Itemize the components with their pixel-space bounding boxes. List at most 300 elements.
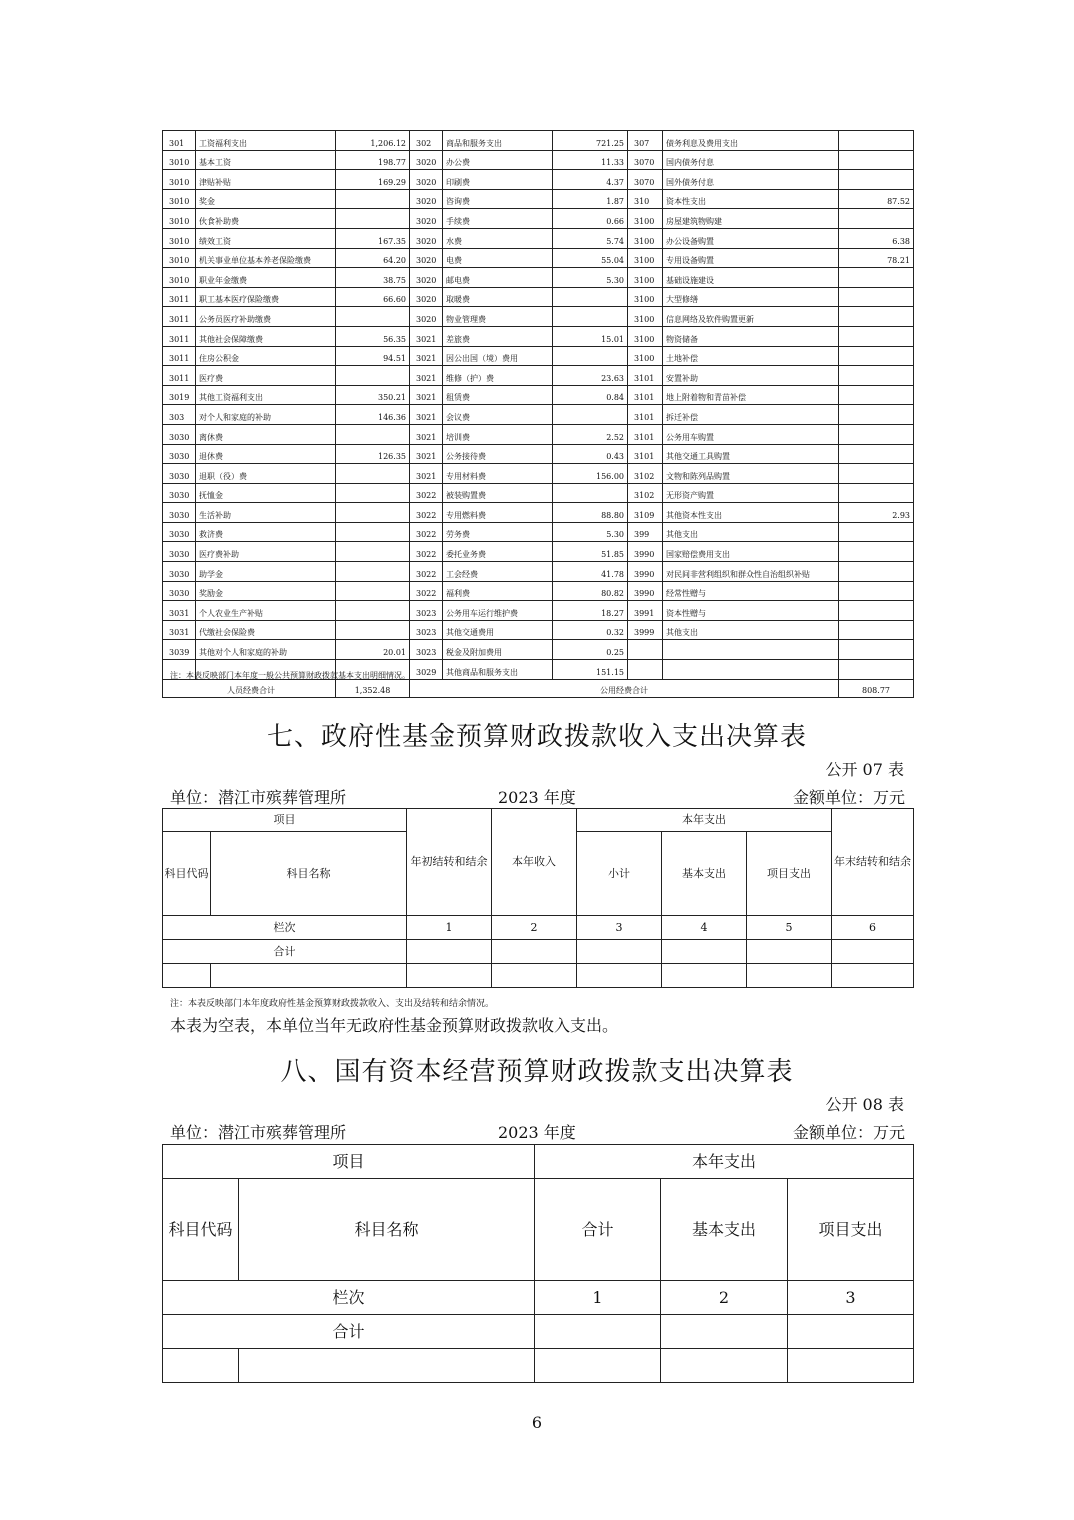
table-cell: 工会经费 [443,562,553,582]
personnel-total-value: 1,352.48 [336,679,410,697]
table-cell: 3011 [163,346,196,366]
table-cell: 3022 [410,503,443,523]
table-cell: 2.52 [553,424,628,444]
table-cell: 助学金 [196,562,336,582]
t8-header-name: 科目名称 [239,1179,535,1281]
table7-amount-unit: 金额单位：万元 [792,788,905,807]
table-cell: 救济费 [196,522,336,542]
table-cell: 5.30 [553,268,628,288]
table-cell: 1,206.12 [336,131,410,151]
table-cell: 3030 [163,424,196,444]
table-row [163,522,914,542]
table-cell: 2.93 [839,503,914,523]
table-cell: 3100 [628,248,663,268]
table-cell: 3010 [163,248,196,268]
table-cell: 其他对个人和家庭的补助 [196,640,336,660]
basic-expenditure-detail-table [162,130,914,698]
t8-header-basic: 基本支出 [661,1179,788,1281]
table-row [163,542,914,562]
table-cell: 3100 [628,287,663,307]
table7-year: 2023 年度 [498,788,576,807]
t8-header-project: 项目支出 [788,1179,914,1281]
table-cell: 3020 [410,150,443,170]
table-cell: 3022 [410,581,443,601]
t7-header-end-balance: 年末结转和结余 [832,809,914,916]
table-cell: 64.20 [336,248,410,268]
table-row [163,189,914,209]
table-cell [839,483,914,503]
table-cell: 地上附着物和青苗补偿 [663,385,839,405]
t7-column-index-label: 栏次 [163,916,407,940]
table-cell [628,660,663,680]
table-cell: 15.01 [553,326,628,346]
table-cell: 3011 [163,366,196,386]
t8-header-item: 项目 [163,1145,535,1179]
t8-col-1: 1 [535,1281,661,1315]
table-cell: 3020 [410,287,443,307]
t7-col-3: 3 [577,916,662,940]
table-cell: 工资福利支出 [196,131,336,151]
table-cell: 3100 [628,268,663,288]
table-cell: 退休费 [196,444,336,464]
table-cell: 因公出国（境）费用 [443,346,553,366]
table-cell: 3070 [628,170,663,190]
table-cell [839,405,914,425]
table-cell: 对个人和家庭的补助 [196,405,336,425]
table-cell: 3019 [163,385,196,405]
table-cell: 721.25 [553,131,628,151]
table-cell: 专用材料费 [443,464,553,484]
table-cell: 0.32 [553,620,628,640]
table-cell [839,424,914,444]
table-cell: 抚恤金 [196,483,336,503]
table-cell: 303 [163,405,196,425]
table-cell: 3020 [410,307,443,327]
table-cell [336,581,410,601]
table-cell: 培训费 [443,424,553,444]
table-cell: 0.25 [553,640,628,660]
table-cell: 3100 [628,346,663,366]
table-cell: 维修（护）费 [443,366,553,386]
table-row [163,150,914,170]
table-cell: 3990 [628,542,663,562]
table-cell: 38.75 [336,268,410,288]
table-cell: 取暖费 [443,287,553,307]
table8-year: 2023 年度 [498,1123,576,1142]
table-cell: 邮电费 [443,268,553,288]
table8-title: 八、国有资本经营预算财政拨款支出决算表 [280,1057,794,1087]
table-row [163,366,914,386]
t7-empty-row [163,964,914,988]
table-cell: 3020 [410,189,443,209]
table-row [163,287,914,307]
table-cell [336,522,410,542]
table-cell: 水费 [443,228,553,248]
table8-form-number: 公开 08 表 [825,1095,904,1114]
table-cell: 55.04 [553,248,628,268]
table-cell: 住房公积金 [196,346,336,366]
table-cell: 津贴补贴 [196,170,336,190]
table-cell: 绩效工资 [196,228,336,248]
table-cell: 3100 [628,209,663,229]
table-cell: 3101 [628,444,663,464]
table-cell: 3102 [628,464,663,484]
table-cell: 3029 [410,660,443,680]
table-cell: 公务用车运行维护费 [443,601,553,621]
table-cell [839,209,914,229]
t8-total-label: 合计 [163,1315,535,1349]
table-cell: 3030 [163,562,196,582]
t7-header-item: 项目 [163,809,407,832]
table-row [163,346,914,366]
table-cell: 伙食补助费 [196,209,336,229]
table-cell [839,170,914,190]
table7-title: 七、政府性基金预算财政拨款收入支出决算表 [266,722,807,752]
table-cell: 办公设备购置 [663,228,839,248]
table-cell: 生活补助 [196,503,336,523]
table-cell [336,189,410,209]
table7-form-number: 公开 07 表 [825,760,904,779]
table-row [163,248,914,268]
table-cell: 3021 [410,366,443,386]
table-cell [336,503,410,523]
table-cell: 126.35 [336,444,410,464]
table-cell: 职工基本医疗保险缴费 [196,287,336,307]
table-cell [839,542,914,562]
table-row [163,307,914,327]
t7-header-expense: 本年支出 [577,809,832,832]
table-cell: 税金及附加费用 [443,640,553,660]
table6-note: 注：本表反映部门本年度一般公共预算财政拨款基本支出明细情况。 [170,671,410,680]
table-cell: 国外债务付息 [663,170,839,190]
t8-header-code: 科目代码 [163,1179,239,1281]
table-cell: 咨询费 [443,189,553,209]
table-cell: 0.84 [553,385,628,405]
table-cell [553,405,628,425]
table-cell [839,385,914,405]
table-cell: 3101 [628,405,663,425]
table-cell: 3030 [163,581,196,601]
table-row [163,405,914,425]
table-cell [839,346,914,366]
table-cell [553,346,628,366]
state-capital-table [162,1144,914,1383]
table-cell: 301 [163,131,196,151]
table-cell: 3021 [410,326,443,346]
table-cell: 专用设备购置 [663,248,839,268]
table-cell: 3010 [163,228,196,248]
table-cell: 151.15 [553,660,628,680]
t7-col-1: 1 [407,916,492,940]
table-cell: 3109 [628,503,663,523]
table-cell [839,444,914,464]
t7-header-subtotal: 小计 [577,832,662,916]
table-cell: 手续费 [443,209,553,229]
table-cell: 3030 [163,542,196,562]
table-cell: 3010 [163,268,196,288]
table-row [163,170,914,190]
table-cell [839,287,914,307]
table-cell [336,562,410,582]
table-cell: 3030 [163,503,196,523]
table-cell [336,366,410,386]
table-cell: 3020 [410,248,443,268]
table-cell: 土地补偿 [663,346,839,366]
table7-unit: 单位：潜江市殡葬管理所 [170,788,347,807]
table-cell: 3031 [163,601,196,621]
table-cell: 94.51 [336,346,410,366]
table-cell [839,522,914,542]
table-row [163,483,914,503]
table-row [163,131,914,151]
table-row [163,581,914,601]
table-cell [628,640,663,660]
table-cell: 机关事业单位基本养老保险缴费 [196,248,336,268]
table-cell [839,620,914,640]
table-cell: 物业管理费 [443,307,553,327]
table-cell: 无形资产购置 [663,483,839,503]
table-cell: 3020 [410,228,443,248]
table-cell: 3990 [628,581,663,601]
table-cell: 0.66 [553,209,628,229]
table-cell: 经常性赠与 [663,581,839,601]
t8-col-3: 3 [788,1281,914,1315]
t7-header-project: 项目支出 [747,832,832,916]
table-cell: 80.82 [553,581,628,601]
table-cell: 3010 [163,150,196,170]
table-cell: 被装购置费 [443,483,553,503]
table-cell: 3022 [410,522,443,542]
table-row [163,562,914,582]
table-cell [553,307,628,327]
table-row [163,326,914,346]
table-row [163,228,914,248]
table-cell: 公务用车购置 [663,424,839,444]
table-cell: 11.33 [553,150,628,170]
t8-header-total: 合计 [535,1179,661,1281]
table-cell: 3101 [628,366,663,386]
table-row [163,601,914,621]
table-cell: 1.87 [553,189,628,209]
table-cell: 23.63 [553,366,628,386]
table-cell: 78.21 [839,248,914,268]
table-cell: 3011 [163,287,196,307]
table-row [163,385,914,405]
table-cell: 其他社会保障缴费 [196,326,336,346]
table-cell: 146.36 [336,405,410,425]
public-total-value: 808.77 [839,679,914,697]
table-cell: 3031 [163,620,196,640]
table-row [163,503,914,523]
table8-unit: 单位：潜江市殡葬管理所 [170,1123,347,1142]
government-fund-table [162,808,914,988]
table-cell: 3030 [163,483,196,503]
table-cell: 169.29 [336,170,410,190]
table-cell: 其他工资福利支出 [196,385,336,405]
table-cell: 310 [628,189,663,209]
table-cell: 3030 [163,522,196,542]
table-cell: 6.38 [839,228,914,248]
t7-col-5: 5 [747,916,832,940]
table-cell: 3023 [410,601,443,621]
table-cell: 专用燃料费 [443,503,553,523]
table-cell: 3011 [163,326,196,346]
table-cell [839,601,914,621]
table-cell: 3021 [410,405,443,425]
table-cell [839,150,914,170]
t8-empty-row [163,1349,914,1383]
table-cell: 物资储备 [663,326,839,346]
table-cell: 基本工资 [196,150,336,170]
table7-note: 注：本表反映部门本年度政府性基金预算财政拨款收入、支出及结转和结余情况。 [170,999,495,1009]
table-cell: 公务员医疗补助缴费 [196,307,336,327]
table-cell: 印刷费 [443,170,553,190]
table-cell: 3010 [163,170,196,190]
table-cell: 3991 [628,601,663,621]
table-cell: 5.74 [553,228,628,248]
table-cell: 3100 [628,307,663,327]
table-cell: 88.80 [553,503,628,523]
table-row [163,444,914,464]
table-cell: 56.35 [336,326,410,346]
table-cell: 文物和陈列品购置 [663,464,839,484]
t7-header-income: 本年收入 [492,809,577,916]
public-total-label: 公用经费合计 [410,679,839,697]
table-cell [336,307,410,327]
table-cell: 66.60 [336,287,410,307]
t7-header-basic: 基本支出 [662,832,747,916]
table-cell: 3999 [628,620,663,640]
table-cell: 3101 [628,385,663,405]
t7-total-label: 合计 [163,940,407,964]
table-cell: 其他支出 [663,620,839,640]
page-number: 6 [531,1413,543,1432]
table-cell: 3023 [410,620,443,640]
table-cell: 奖励金 [196,581,336,601]
table-cell: 其他支出 [663,522,839,542]
table-cell [839,562,914,582]
table-cell: 20.01 [336,640,410,660]
table-cell: 资本性支出 [663,189,839,209]
table-cell [663,640,839,660]
table-cell: 个人农业生产补贴 [196,601,336,621]
table-cell: 3023 [410,640,443,660]
table-cell: 电费 [443,248,553,268]
table-cell [839,366,914,386]
table-cell [839,640,914,660]
table-cell: 3100 [628,326,663,346]
table-cell [336,424,410,444]
table-cell: 3020 [410,209,443,229]
table-cell: 3039 [163,640,196,660]
table-cell: 对民间非营利组织和群众性自治组织补贴 [663,562,839,582]
table-cell: 其他交通费用 [443,620,553,640]
table-cell: 3021 [410,464,443,484]
table-cell: 安置补助 [663,366,839,386]
table-cell: 3021 [410,424,443,444]
table-cell: 350.21 [336,385,410,405]
table-cell: 3021 [410,385,443,405]
table-cell: 3030 [163,464,196,484]
table7-meta [170,785,905,808]
table-cell [839,326,914,346]
table-row [163,620,914,640]
table-cell: 3010 [163,209,196,229]
table-cell: 51.85 [553,542,628,562]
table-cell: 医疗费补助 [196,542,336,562]
table-cell [336,464,410,484]
table6-total-row [163,679,914,697]
table-cell [336,209,410,229]
table-cell [336,601,410,621]
table-cell: 差旅费 [443,326,553,346]
table8-amount-unit: 金额单位：万元 [792,1123,905,1142]
table-cell: 退职（役）费 [196,464,336,484]
table-cell: 3011 [163,307,196,327]
table-cell [336,620,410,640]
table-cell: 大型修缮 [663,287,839,307]
table-cell [553,483,628,503]
table-cell: 其他商品和服务支出 [443,660,553,680]
table-cell [839,131,914,151]
table-cell [839,307,914,327]
table-cell [553,287,628,307]
table-cell: 307 [628,131,663,151]
table-cell [839,660,914,680]
table-row [163,424,914,444]
table-cell: 代缴社会保险费 [196,620,336,640]
table-cell: 4.37 [553,170,628,190]
t7-header-code: 科目代码 [163,832,211,916]
table-cell: 3022 [410,562,443,582]
table-cell [336,542,410,562]
t7-col-4: 4 [662,916,747,940]
table-cell: 国内债务付息 [663,150,839,170]
table-cell: 3010 [163,189,196,209]
personnel-total-label: 人员经费合计 [163,679,336,697]
t8-column-index-label: 栏次 [163,1281,535,1315]
table-cell [336,483,410,503]
table-cell: 3070 [628,150,663,170]
t8-header-expense: 本年支出 [535,1145,914,1179]
t8-col-2: 2 [661,1281,788,1315]
table-cell: 18.27 [553,601,628,621]
table8-meta [170,1120,905,1143]
table-cell: 公务接待费 [443,444,553,464]
t7-col-2: 2 [492,916,577,940]
table-row [163,268,914,288]
table-cell: 0.43 [553,444,628,464]
table-cell: 基础设施建设 [663,268,839,288]
table-cell: 3022 [410,483,443,503]
table-cell: 委托业务费 [443,542,553,562]
table-cell: 办公费 [443,150,553,170]
table-row [163,640,914,660]
t7-header-begin-balance: 年初结转和结余 [407,809,492,916]
table-cell: 会议费 [443,405,553,425]
table-cell: 3030 [163,444,196,464]
table-row [163,209,914,229]
table-cell: 拆迁补偿 [663,405,839,425]
table-cell: 租赁费 [443,385,553,405]
table-cell [839,581,914,601]
table-cell: 3021 [410,346,443,366]
table-cell: 3990 [628,562,663,582]
table-cell: 离休费 [196,424,336,444]
table-cell: 信息网络及软件购置更新 [663,307,839,327]
table-cell: 87.52 [839,189,914,209]
table-cell: 债务利息及费用支出 [663,131,839,151]
